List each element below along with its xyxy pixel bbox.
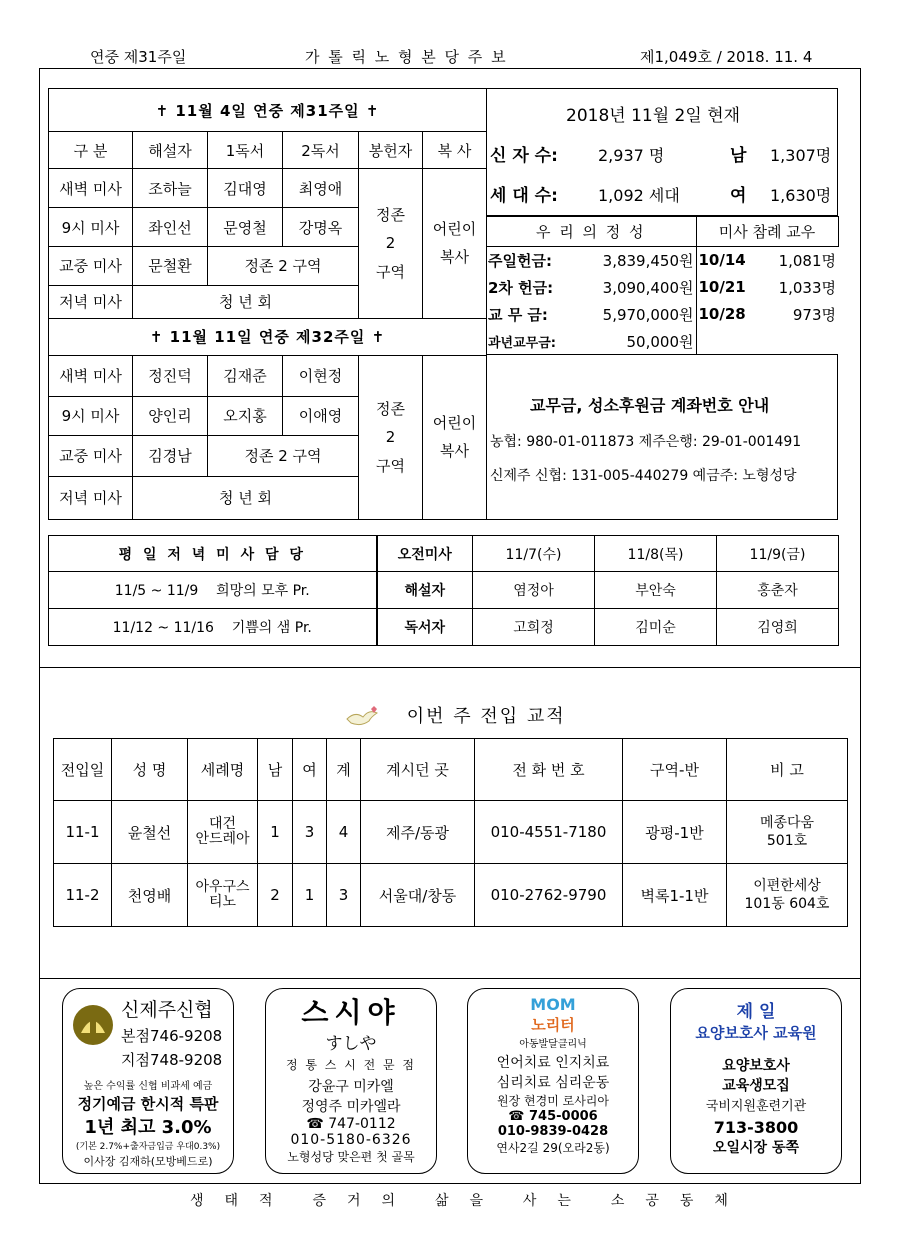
w2-server-line2: 복사 — [440, 442, 469, 461]
clinic-logo-mom: MOM — [530, 995, 576, 1014]
female-label: 여 — [730, 186, 747, 206]
w1-dawn-commentator: 조하늘 — [133, 169, 208, 208]
row2-phone: 010-2762-9790 — [475, 864, 623, 927]
w1-9am-label: 9시 미사 — [49, 208, 133, 247]
w2-dawn-reading1: 김재준 — [208, 355, 283, 396]
sushi-name: 스시야 — [301, 996, 401, 1029]
care-line2: 교육생모집 — [722, 1078, 790, 1094]
row2-note: 이편한세상 101동 604호 — [727, 864, 848, 927]
w2-dawn-reading2: 이현정 — [283, 355, 359, 396]
w2-9am-label: 9시 미사 — [49, 396, 133, 435]
w2-offering — [359, 355, 423, 519]
reader-3: 김영희 — [717, 609, 839, 646]
sushi-owner1: 강윤구 미카엘 — [308, 1079, 394, 1095]
new-members-heading — [345, 702, 566, 728]
row1-male: 1 — [258, 801, 293, 864]
bulletin-title: 가 톨 릭 노 형 본 당 주 보 — [305, 48, 508, 66]
female-count: 1,630명 — [770, 186, 832, 205]
believers-count: 2,937 명 — [598, 146, 665, 165]
footer-char: 체 — [714, 1193, 730, 1209]
sushi-tel1: ☎ 747-0112 — [306, 1116, 396, 1132]
evening-duty-title: 평 일 저 녁 미 사 담 당 — [49, 536, 377, 572]
week-label: 연중 제31주일 — [90, 48, 187, 66]
commentator-3: 홍춘자 — [717, 572, 839, 609]
col-category: 구 분 — [49, 132, 133, 169]
w2-evening-group: 청 년 회 — [133, 476, 359, 519]
row2-date: 11-2 — [54, 864, 112, 927]
w1-offering-line2: 2 — [385, 234, 396, 253]
w1-evening-group: 청 년 회 — [133, 285, 359, 318]
col-name: 성 명 — [112, 739, 188, 801]
row2-baptismal: 아우구스 티노 — [188, 864, 258, 927]
row2-name: 천영배 — [112, 864, 188, 927]
col-total: 계 — [327, 739, 361, 801]
weekday-duty-table — [48, 535, 839, 646]
col-server: 복 사 — [423, 132, 487, 169]
attendance-count-2: 1,033명 — [778, 278, 837, 297]
w1-9am-reading1: 문영철 — [208, 208, 283, 247]
duty-date-1: 11/7(수) — [473, 536, 595, 572]
w1-dawn-reading2: 최영애 — [283, 169, 359, 208]
attendance-date-3: 10/28 — [696, 301, 752, 328]
w2-9am-reading2: 이애영 — [283, 396, 359, 435]
households-label: 세 대 수: — [490, 186, 558, 206]
footer-char: 태 — [224, 1193, 241, 1209]
w1-main-readers: 정존 2 구역 — [208, 247, 359, 286]
account-title: 교무금, 성소후원금 계좌번호 안내 — [530, 396, 770, 415]
col-female: 여 — [293, 739, 327, 801]
w2-offering-line2: 2 — [385, 428, 396, 447]
sushi-japanese: すしや — [325, 1034, 377, 1054]
footer-char: 거 — [346, 1193, 363, 1209]
duty-date-3: 11/9(금) — [717, 536, 839, 572]
parish-due-value: 5,970,000원 — [602, 305, 694, 324]
clinic-logo-noriter: 노리터 — [531, 1016, 575, 1034]
care-title2: 요양보호사 교육원 — [695, 1024, 817, 1042]
clinic-services1: 언어치료 인지치료 — [496, 1055, 610, 1071]
row2-male: 2 — [258, 864, 293, 927]
second-offering-label: 2차 헌금: — [488, 278, 554, 297]
col-baptismal: 세례명 — [188, 739, 258, 801]
footer-char: 적 — [259, 1193, 275, 1209]
w1-offering — [359, 169, 423, 319]
duty-date-2: 11/8(목) — [595, 536, 717, 572]
care-line1: 요양보호사 — [722, 1058, 790, 1074]
week1-title: ✝ 11월 4일 연중 제31주일 ✝ — [49, 89, 487, 132]
clinic-tel1: ☎ 745-0006 — [508, 1109, 598, 1124]
row1-baptismal: 대건 안드레아 — [188, 801, 258, 864]
w2-server-line1: 어린이 — [432, 413, 477, 432]
attendance-count-3: 973명 — [792, 305, 837, 324]
row1-female: 3 — [293, 801, 327, 864]
care-tel: 713-3800 — [713, 1118, 799, 1137]
clinic-address: 연사2길 29(오라2동) — [496, 1141, 610, 1155]
attendance-date-1: 10/14 — [696, 247, 752, 274]
account-info — [486, 354, 838, 520]
w1-evening-label: 저녁 미사 — [49, 285, 133, 318]
clinic-subtitle: 아동발달클리닉 — [519, 1039, 587, 1050]
stats-date: 2018년 11월 2일 현재 — [566, 106, 741, 126]
w2-9am-reading1: 오지홍 — [208, 396, 283, 435]
w2-dawn-commentator: 정진덕 — [133, 355, 208, 396]
col-date: 전입일 — [54, 739, 112, 801]
account-line2: 신제주 신협: 131-005-440279 예금주: 노형성당 — [490, 468, 797, 484]
new-members-title: 이번 주 전입 교적 — [406, 706, 566, 727]
dove-icon — [345, 705, 381, 729]
sushi-location: 노형성당 맞은편 첫 골목 — [287, 1150, 415, 1164]
divider — [39, 667, 861, 668]
past-due-label: 과년교무금: — [488, 335, 556, 351]
commentator-1: 염정아 — [473, 572, 595, 609]
footer-char: 사 — [522, 1193, 539, 1209]
credit-union-line2: 정기예금 한시적 특판 — [77, 1095, 219, 1113]
footer-char: 의 — [381, 1193, 397, 1209]
row1-district: 광평-1반 — [623, 801, 727, 864]
footer-char: 동 — [679, 1193, 696, 1209]
past-due-value: 50,000원 — [626, 332, 694, 351]
care-title1: 제 일 — [736, 1002, 776, 1022]
account-line1: 농협: 980-01-011873 제주은행: 29-01-001491 — [490, 434, 802, 450]
col-reading2: 2독서 — [283, 132, 359, 169]
credit-union-line5: 이사장 김재하(모방베드로) — [83, 1155, 213, 1168]
w1-dawn-label: 새벽 미사 — [49, 169, 133, 208]
row1-note: 메종다움 501호 — [727, 801, 848, 864]
credit-union-line4: (기본 2.7%+출자금입금 우대0.3%) — [75, 1142, 221, 1152]
row2-total: 3 — [327, 864, 361, 927]
w2-server — [423, 355, 487, 519]
w2-offering-line1: 정존 — [376, 399, 405, 418]
row1-date: 11-1 — [54, 801, 112, 864]
sushi-owner2: 정영주 미카엘라 — [301, 1099, 401, 1115]
care-line3: 국비지원훈련기관 — [705, 1099, 807, 1114]
col-phone: 전 화 번 호 — [475, 739, 623, 801]
ad-credit-union — [62, 988, 234, 1174]
attendance-count-1: 1,081명 — [778, 251, 837, 270]
ad-care-education — [670, 988, 842, 1174]
footer-char: 삶 — [434, 1193, 451, 1209]
w1-9am-commentator: 좌인선 — [133, 208, 208, 247]
believers-label: 신 자 수: — [490, 146, 558, 166]
parish-due-label: 교 무 금: — [488, 305, 548, 324]
credit-union-branch1: 본점746-9208 — [121, 1027, 223, 1045]
reader-1: 고희정 — [473, 609, 595, 646]
reader-label: 독서자 — [377, 609, 473, 646]
w2-9am-commentator: 양인리 — [133, 396, 208, 435]
w1-offering-line1: 정존 — [376, 205, 405, 224]
w2-main-label: 교중 미사 — [49, 435, 133, 476]
w1-offering-line3: 구역 — [376, 262, 405, 281]
col-offering: 봉헌자 — [359, 132, 423, 169]
ad-sushi — [265, 988, 437, 1174]
page-header — [70, 46, 838, 66]
credit-union-line1: 높은 수익률 신협 비과세 예금 — [83, 1081, 213, 1092]
reader-2: 김미순 — [595, 609, 717, 646]
row1-total: 4 — [327, 801, 361, 864]
w2-evening-label: 저녁 미사 — [49, 476, 133, 519]
parish-stats — [486, 88, 838, 216]
col-reading1: 1독서 — [208, 132, 283, 169]
mass-schedule-table — [48, 88, 487, 520]
households-count: 1,092 세대 — [598, 186, 680, 205]
week2-title: ✝ 11월 11일 연중 제32주일 ✝ — [49, 318, 487, 355]
sunday-offering-label: 주일헌금: — [488, 251, 552, 270]
divider — [39, 978, 861, 979]
male-label: 남 — [730, 146, 747, 166]
footer-motto — [190, 1190, 730, 1210]
col-commentator: 해설자 — [133, 132, 208, 169]
row2-previous: 서울대/창동 — [361, 864, 475, 927]
w2-main-commentator: 김경남 — [133, 435, 208, 476]
row1-name: 윤철선 — [112, 801, 188, 864]
footer-char: 생 — [190, 1193, 206, 1209]
second-offering-value: 3,090,400원 — [602, 278, 694, 297]
row2-female: 1 — [293, 864, 327, 927]
w1-server-line2: 복사 — [440, 248, 469, 267]
w2-offering-line3: 구역 — [376, 456, 405, 475]
row1-previous: 제주/동광 — [361, 801, 475, 864]
credit-union-line3: 1년 최고 3.0% — [84, 1117, 212, 1138]
clinic-tel2: 010-9839-0428 — [497, 1124, 609, 1139]
issue-number: 제1,049호 / 2018. 11. 4 — [640, 48, 813, 66]
evening-duty-row-2: 11/12 ~ 11/16 기쁨의 샘 Pr. — [49, 609, 377, 646]
evening-duty-row-1: 11/5 ~ 11/9 희망의 모후 Pr. — [49, 572, 377, 609]
col-note: 비 고 — [727, 739, 848, 801]
w2-main-readers: 정존 2 구역 — [208, 435, 359, 476]
col-previous: 계시던 곳 — [361, 739, 475, 801]
morning-mass-label: 오전미사 — [377, 536, 473, 572]
new-members-table — [53, 738, 848, 927]
male-count: 1,307명 — [770, 146, 832, 165]
offering-table — [486, 216, 839, 355]
footer-char: 소 — [610, 1193, 627, 1209]
ad-clinic — [467, 988, 639, 1174]
sunday-offering-value: 3,839,450원 — [602, 251, 694, 270]
w1-dawn-reading1: 김대영 — [208, 169, 283, 208]
footer-char: 는 — [557, 1193, 573, 1209]
w1-main-label: 교중 미사 — [49, 247, 133, 286]
attendance-title: 미사 참례 교우 — [696, 217, 838, 247]
sushi-tagline: 정 통 스 시 전 문 점 — [285, 1058, 417, 1072]
credit-union-logo-icon — [71, 1003, 115, 1047]
care-location: 오일시장 동쪽 — [712, 1140, 800, 1156]
commentator-2: 부안숙 — [595, 572, 717, 609]
attendance-date-2: 10/21 — [696, 274, 752, 301]
col-district: 구역-반 — [623, 739, 727, 801]
w1-main-commentator: 문철환 — [133, 247, 208, 286]
sushi-tel2: 010-5180-6326 — [290, 1132, 412, 1148]
credit-union-name: 신제주신협 — [121, 999, 213, 1021]
footer-char: 을 — [469, 1193, 485, 1209]
table-row — [54, 801, 848, 864]
footer-char: 증 — [312, 1193, 328, 1209]
commentator-label: 해설자 — [377, 572, 473, 609]
clinic-director: 원장 현경미 로사리아 — [497, 1094, 609, 1108]
row2-district: 벽록1-1반 — [623, 864, 727, 927]
w2-dawn-label: 새벽 미사 — [49, 355, 133, 396]
w1-server — [423, 169, 487, 319]
clinic-services2: 심리치료 심리운동 — [496, 1075, 610, 1091]
row1-phone: 010-4551-7180 — [475, 801, 623, 864]
table-row — [54, 864, 848, 927]
footer-char: 공 — [645, 1193, 661, 1209]
offering-title: 우 리 의 정 성 — [486, 217, 696, 247]
w1-9am-reading2: 강명옥 — [283, 208, 359, 247]
col-male: 남 — [258, 739, 293, 801]
w1-server-line1: 어린이 — [432, 219, 477, 238]
credit-union-branch2: 지점748-9208 — [121, 1051, 223, 1069]
